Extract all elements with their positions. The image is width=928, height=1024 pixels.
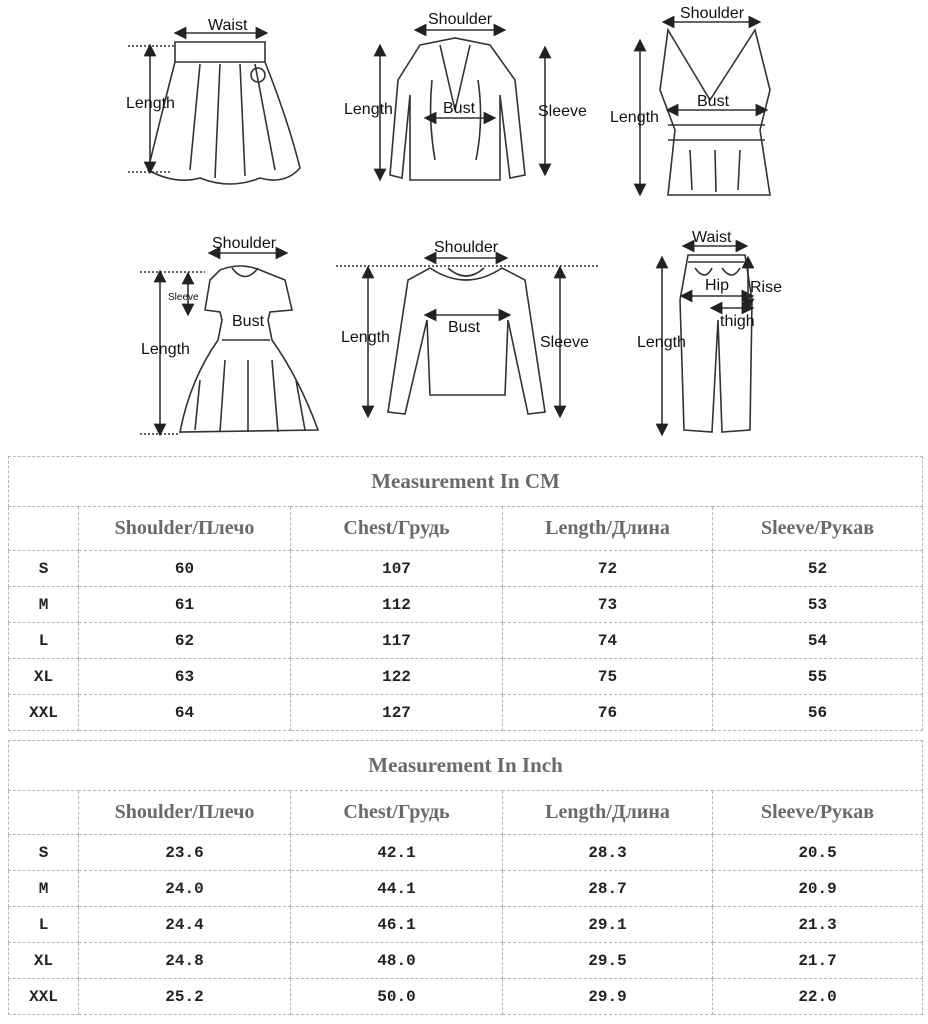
sleeve-cell: 55 [713, 659, 923, 695]
shoulder-cell: 25.2 [79, 979, 291, 1015]
size-cell: XXL [9, 979, 79, 1015]
vest-length-label: Length [610, 109, 659, 126]
shoulder-cell: 24.4 [79, 907, 291, 943]
size-cell: XL [9, 659, 79, 695]
cm-size-table [8, 456, 923, 731]
inch-table-title: Measurement In Inch [9, 741, 923, 791]
length-cell: 28.3 [503, 835, 713, 871]
inch-header-size [9, 791, 79, 835]
sleeve-cell: 52 [713, 551, 923, 587]
size-cell: S [9, 835, 79, 871]
length-cell: 28.7 [503, 871, 713, 907]
pants-rise-label: Rise [750, 279, 783, 296]
sweater-shoulder-label: Shoulder [434, 239, 499, 256]
table-row [9, 835, 923, 871]
table-row [9, 871, 923, 907]
shoulder-cell: 63 [79, 659, 291, 695]
jacket-length-label: Length [344, 101, 393, 118]
length-cell: 76 [503, 695, 713, 731]
size-cell: M [9, 587, 79, 623]
vest-bust-label: Bust [697, 93, 730, 110]
pants-thigh-label: thigh [720, 313, 755, 330]
inch-header-length: Length/Длина [503, 791, 713, 835]
chest-cell: 127 [291, 695, 503, 731]
shoulder-cell: 60 [79, 551, 291, 587]
sleeve-cell: 21.7 [713, 943, 923, 979]
size-cell: L [9, 907, 79, 943]
chest-cell: 50.0 [291, 979, 503, 1015]
shoulder-cell: 23.6 [79, 835, 291, 871]
sleeve-cell: 20.9 [713, 871, 923, 907]
pants-length-label: Length [637, 334, 686, 351]
dress-bust-label: Bust [232, 313, 265, 330]
sweater-length-label: Length [341, 329, 390, 346]
dress-shoulder-label: Shoulder [212, 235, 277, 252]
chest-cell: 46.1 [291, 907, 503, 943]
garment-diagrams [0, 0, 928, 450]
shoulder-cell: 24.0 [79, 871, 291, 907]
size-cell: XL [9, 943, 79, 979]
shoulder-cell: 24.8 [79, 943, 291, 979]
table-row [9, 695, 923, 731]
jacket-shoulder-label: Shoulder [428, 11, 493, 28]
sleeve-cell: 56 [713, 695, 923, 731]
chest-cell: 122 [291, 659, 503, 695]
chest-cell: 107 [291, 551, 503, 587]
size-cell: S [9, 551, 79, 587]
vest-illustration [660, 30, 770, 195]
inch-header-sleeve: Sleeve/Рукав [713, 791, 923, 835]
cm-table-title: Measurement In CM [9, 457, 923, 507]
chest-cell: 48.0 [291, 943, 503, 979]
skirt-illustration [148, 42, 300, 184]
cm-header-shoulder: Shoulder/Плечо [79, 507, 291, 551]
length-cell: 75 [503, 659, 713, 695]
sweater-bust-label: Bust [448, 319, 481, 336]
inch-header-shoulder: Shoulder/Плечо [79, 791, 291, 835]
length-cell: 29.5 [503, 943, 713, 979]
sweater-illustration [388, 268, 545, 414]
jacket-bust-label: Bust [443, 100, 476, 117]
table-row [9, 587, 923, 623]
garment-diagrams-svg [0, 0, 928, 450]
table-row [9, 979, 923, 1015]
sleeve-cell: 20.5 [713, 835, 923, 871]
skirt-length-label: Length [126, 95, 175, 112]
cm-header-size [9, 507, 79, 551]
cm-header-sleeve: Sleeve/Рукав [713, 507, 923, 551]
table-row [9, 551, 923, 587]
vest-shoulder-label: Shoulder [680, 5, 745, 22]
table-row [9, 943, 923, 979]
size-cell: XXL [9, 695, 79, 731]
length-cell: 29.9 [503, 979, 713, 1015]
length-cell: 72 [503, 551, 713, 587]
length-cell: 73 [503, 587, 713, 623]
jacket-sleeve-label: Sleeve [538, 103, 587, 120]
shoulder-cell: 62 [79, 623, 291, 659]
shoulder-cell: 61 [79, 587, 291, 623]
chest-cell: 112 [291, 587, 503, 623]
sleeve-cell: 22.0 [713, 979, 923, 1015]
sleeve-cell: 21.3 [713, 907, 923, 943]
inch-size-table [8, 740, 923, 1015]
size-cell: L [9, 623, 79, 659]
size-cell: M [9, 871, 79, 907]
sleeve-cell: 53 [713, 587, 923, 623]
table-row [9, 623, 923, 659]
dress-illustration [180, 266, 318, 432]
cm-header-length: Length/Длина [503, 507, 713, 551]
dress-length-label: Length [141, 341, 190, 358]
inch-header-chest: Chest/Грудь [291, 791, 503, 835]
pants-hip-label: Hip [705, 277, 730, 294]
chest-cell: 42.1 [291, 835, 503, 871]
shoulder-cell: 64 [79, 695, 291, 731]
table-row [9, 907, 923, 943]
length-cell: 29.1 [503, 907, 713, 943]
chest-cell: 117 [291, 623, 503, 659]
dress-sleeve-label: Sleeve [168, 292, 199, 303]
chest-cell: 44.1 [291, 871, 503, 907]
pants-waist-label: Waist [692, 229, 732, 246]
sweater-sleeve-label: Sleeve [540, 334, 589, 351]
length-cell: 74 [503, 623, 713, 659]
skirt-waist-label: Waist [208, 17, 248, 34]
sleeve-cell: 54 [713, 623, 923, 659]
table-row [9, 659, 923, 695]
cm-header-chest: Chest/Грудь [291, 507, 503, 551]
